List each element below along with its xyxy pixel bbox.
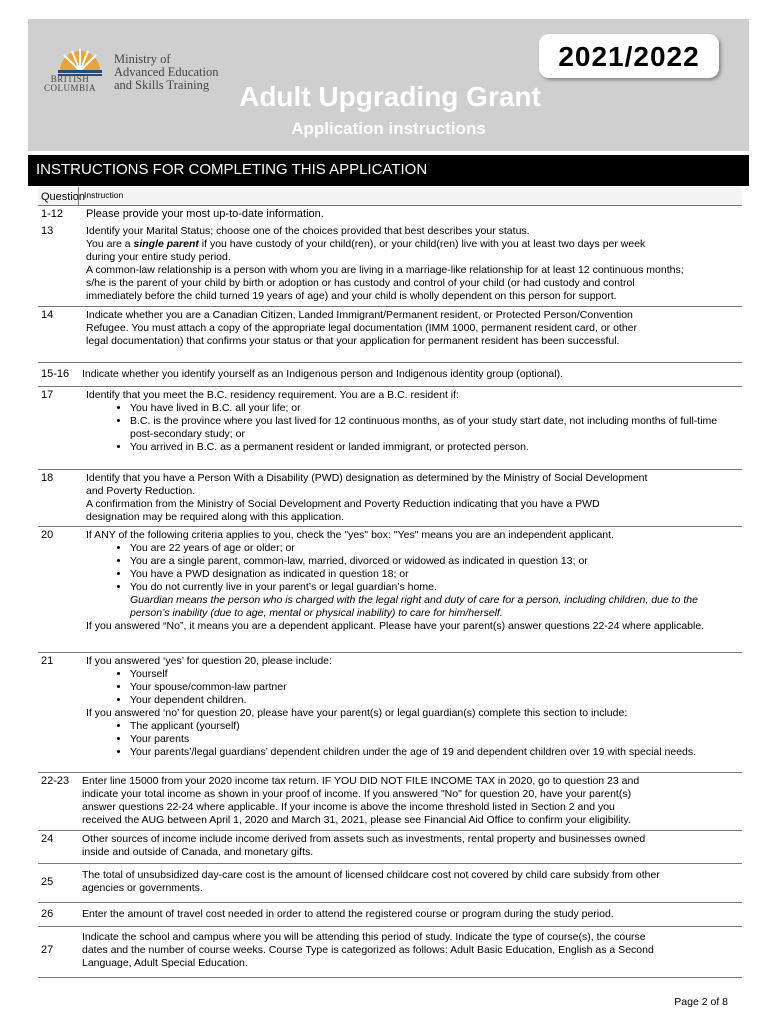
table-row <box>38 206 742 223</box>
instruction-text: Indicate whether you are a Canadian Citizen, Landed Immigrant/Permanent resident, or Protected Person/Convention Refugee. You must attach a copy of the appropriate legal documentation (IMM 1000, permanent resident card, or other legal documentation) that confirms your status or that your application for permanent resident has been successful. <box>86 309 637 347</box>
instruction-text: Enter line 15000 from your 2020 income tax return. IF YOU DID NOT FILE INCOME TAX in 2020, go to question 23 and indicate your total income as shown in your proof of income. If you answered "No" for question 20, have your parent(s) answer questions 22-24 where applicable. If your income is above the income threshold listed in Section 2 and you received the AUG between April 1, 2020 and March 31, 2021, please see Financial Aid Office to confirm your eligibility. <box>82 775 640 826</box>
instruction-text: The total of unsubsidized day-care cost is the amount of licensed childcare cost not covered by child care subsidy from other agencies or governments. <box>82 869 660 894</box>
question-number: 26 <box>41 908 54 920</box>
table-row <box>38 469 742 526</box>
instruction-text: Other sources of income include income derived from assets such as investments, rental property and businesses owned inside and outside of Canada, and monetary gifts. <box>82 833 646 858</box>
year-badge <box>539 34 719 78</box>
instruction-text: Enter the amount of travel cost needed in order to attend the registered course or program during the study period. <box>82 908 614 920</box>
instruction-text: Identify that you have a Person With a Disability (PWD) designation as determined by the Ministry of Social Development and Poverty Reduction. A confirmation from the Ministry of Social Development and Poverty Reduction indicating that you have a PWD designation may be required along with this application. <box>86 472 648 523</box>
instruction-text: Identify your Marital Status; choose one of the choices provided that best describes your status. You are a single parent if you have custody of your child(ren), or your child(ren) live with you at least two days per week during your entire study period. A common-law relationship is a person with whom you are living in a marriage-like relationship for at least 12 continuous months; s/he is the parent of your child by birth or adoption or has custody and control of your child (or had custody and control immediately before the child turned 19 years of age) and your child is wholly dependent on this person for support. <box>86 225 684 302</box>
instruction-text: Please provide your most up-to-date information. <box>86 208 324 220</box>
table-row <box>38 223 742 306</box>
column-header-question: Question <box>38 187 79 205</box>
document-title: Adult Upgrading Grant <box>239 81 541 112</box>
question-number: 14 <box>41 309 54 321</box>
table-row <box>38 926 742 978</box>
table-row <box>38 772 742 830</box>
question-number: 1-12 <box>41 208 64 220</box>
bc-wordmark: BRITISH COLUMBIA <box>43 74 96 93</box>
section-title: INSTRUCTIONS FOR COMPLETING THIS APPLICATION <box>28 155 749 186</box>
table-row <box>38 863 742 902</box>
document-subtitle: Application instructions <box>291 119 486 138</box>
instruction-text: Indicate whether you identify yourself as an Indigenous person and Indigenous identity group (optional). <box>82 368 563 380</box>
question-number: 15-16 <box>41 368 70 380</box>
question-number: 25 <box>41 876 54 888</box>
table-row <box>38 526 742 652</box>
instruction-text: Identify that you meet the B.C. residency requirement. You are a B.C. resident if: • You have lived in B.C. all your life; or • B.C. is the province where you last lived for 12 continuous months, as of your study start date, not including months of full-time post-secondary study; or • You arrived in B.C. as a permanent resident or landed immigrant, or protected person. <box>82 387 742 469</box>
ministry-name: Ministry of Advanced Education and Skills Training <box>114 52 219 92</box>
table-row <box>38 652 742 772</box>
column-header-instruction: Instruction <box>84 190 124 200</box>
year-label: 2021/2022 <box>558 41 700 72</box>
instructions-table <box>38 187 742 978</box>
question-number: 24 <box>41 833 54 845</box>
question-number: 20 <box>41 529 54 541</box>
table-row <box>38 362 742 386</box>
table-row <box>38 830 742 863</box>
instruction-text: If you answered ‘yes’ for question 20, please include: • Yourself • Your spouse/common-law partner • Your dependent children. If you answered ‘no’ for question 20, please have your parent(s) or legal guardian(s) complete this section to include: • The applicant (yourself) • Your parents • Your parents’/legal guardians’ dependent children under the age of 19 and dependent children over 19 with special needs. <box>82 653 742 772</box>
table-row <box>38 902 742 926</box>
table-row <box>38 386 742 469</box>
table-row <box>38 306 742 362</box>
instruction-text: Indicate the school and campus where you will be attending this period of study. Indicate the type of course(s), the course dates and the number of course weeks. Course Type is categorized as follows: Adult Basic Education, English as a Second Language, Adult Special Education. <box>82 931 654 969</box>
document-header <box>28 19 749 151</box>
question-number: 18 <box>41 472 54 484</box>
question-number: 13 <box>41 225 54 237</box>
table-header <box>38 187 742 206</box>
question-number: 17 <box>41 389 54 401</box>
instruction-text: If ANY of the following criteria applies to you, check the "yes" box: "Yes" means you are an independent applicant. • You are 22 years of age or older; or • You are a single parent, common-law, married, divorced or widowed as indicated in question 13; or • You have a PWD designation as indicated in question 18; or • You do not currently live in your parent’s or legal guardian’s home. Guardian means the person who is charged with the legal right and duty of care for a person, including children, due to the person’s inability (due to age, mental or physical inability) to care for him/herself. If you answered “No”, it means you are a dependent applicant. Please have your parent(s) answer questions 22-24 where applicable. <box>82 527 742 652</box>
question-number: 22-23 <box>41 775 70 787</box>
question-number: 27 <box>41 944 54 956</box>
page-number: Page 2 of 8 <box>674 996 728 1008</box>
question-number: 21 <box>41 655 54 667</box>
